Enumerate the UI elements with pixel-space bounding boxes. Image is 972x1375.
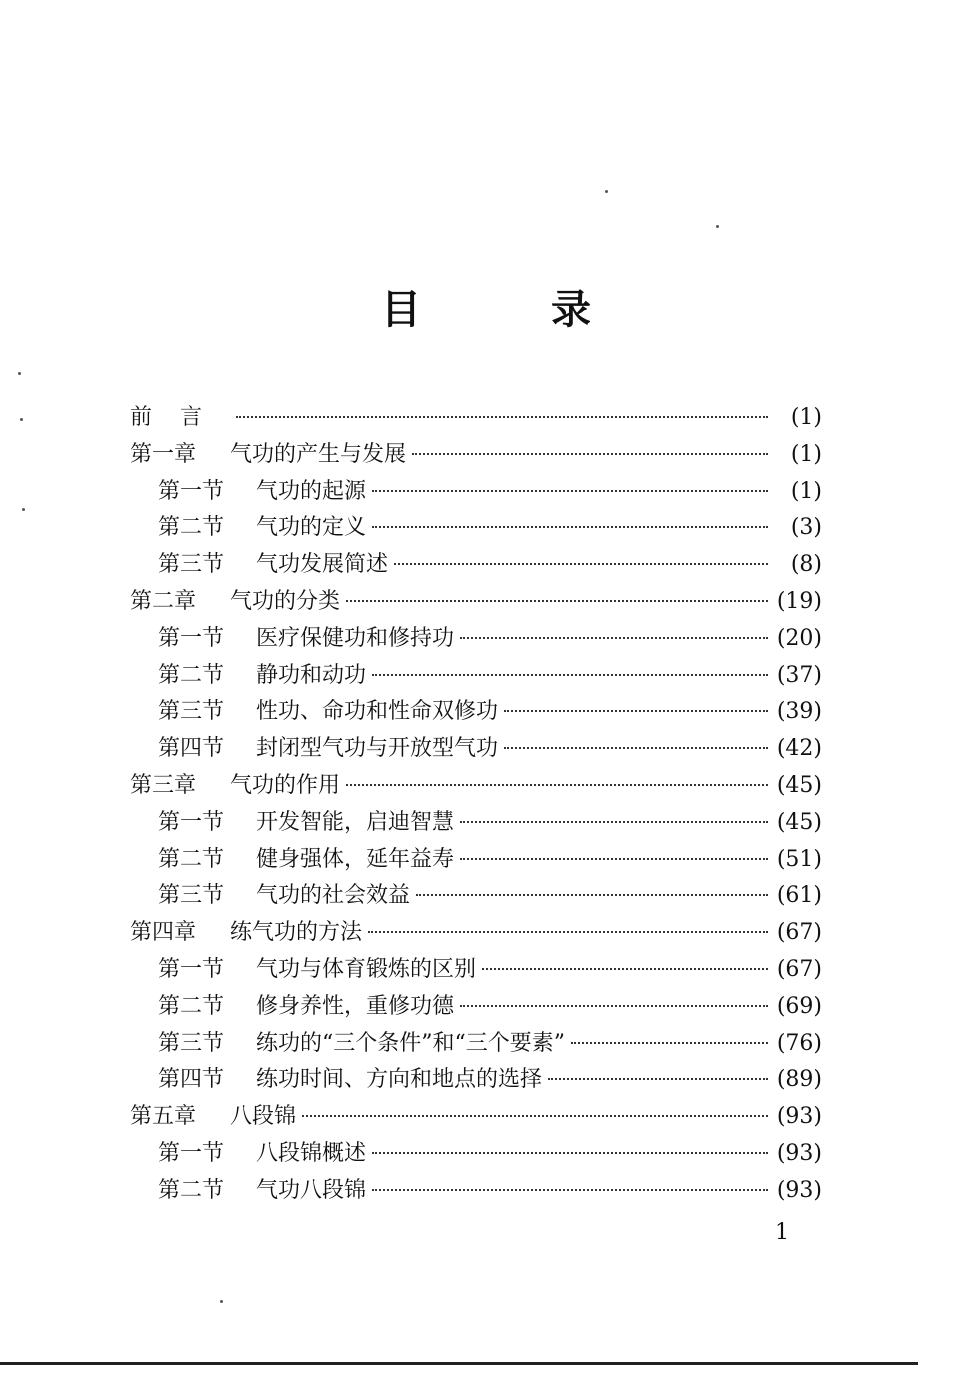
- toc-entry-label: 第二节: [158, 993, 225, 1019]
- dot-leader: [548, 1078, 768, 1080]
- toc-section-row: [130, 1173, 822, 1210]
- toc-section-row: [130, 694, 822, 731]
- toc-entry-page: (93): [776, 1177, 822, 1203]
- toc-chapter-row: [130, 915, 822, 952]
- dot-leader: [460, 637, 768, 639]
- scan-speck: [716, 225, 719, 228]
- toc-entry-title: 封闭型气功与开放型气功: [256, 736, 499, 762]
- scan-speck: [20, 418, 23, 421]
- dot-leader: [302, 1115, 768, 1117]
- scan-speck: [605, 190, 608, 193]
- toc-section-row: [130, 1026, 822, 1063]
- toc-chapter-row: [130, 768, 822, 805]
- dot-leader: [482, 968, 768, 970]
- page-title: 目 录: [381, 286, 649, 333]
- toc-entry-page: (19): [776, 588, 822, 614]
- toc-entry-title: 性功、命功和性命双修功: [256, 699, 499, 725]
- toc-chapter-row: [130, 437, 822, 474]
- toc-entry-title: 气功的起源: [256, 478, 367, 504]
- dot-leader: [368, 931, 768, 933]
- toc-entry-label: 第二节: [158, 662, 225, 688]
- dot-leader: [372, 674, 768, 676]
- toc-entry-label: 第三章: [130, 772, 197, 798]
- toc-entry-page: (37): [776, 662, 822, 688]
- scan-speck: [18, 372, 21, 375]
- toc-entry-page: (69): [776, 993, 822, 1019]
- toc-entry-page: (89): [776, 1067, 822, 1093]
- dot-leader: [372, 1189, 768, 1191]
- toc-section-row: [130, 658, 822, 695]
- page-number: 1: [775, 1220, 789, 1245]
- toc-section-row: [130, 547, 822, 584]
- toc-entry-title: 八段锦: [230, 1104, 297, 1130]
- toc-entry-title: 八段锦概述: [256, 1140, 367, 1166]
- toc-entry-label: 第一章: [130, 441, 197, 467]
- toc-entry-title: 修身养性，重修功德: [256, 993, 455, 1019]
- toc-section-row: [130, 510, 822, 547]
- dot-leader: [236, 416, 768, 418]
- toc-entry-label: 第二节: [158, 515, 225, 541]
- toc-entry-label: 第三节: [158, 699, 225, 725]
- toc-entry-label: 第二章: [130, 588, 197, 614]
- toc-entry-label: 第二节: [158, 846, 225, 872]
- toc-chapter-row: [130, 400, 822, 437]
- toc-entry-page: (45): [776, 809, 822, 835]
- toc-entry-label: 第一节: [158, 1140, 225, 1166]
- toc-entry-label: 第一节: [158, 809, 225, 835]
- toc-entry-page: (45): [776, 772, 822, 798]
- toc-entry-page: (3): [790, 515, 822, 541]
- toc-entry-title: 健身强体，延年益寿: [256, 846, 455, 872]
- toc-entry-title: 医疗保健功和修持功: [256, 625, 455, 651]
- toc-entry-page: (20): [776, 625, 822, 651]
- toc-section-row: [130, 1062, 822, 1099]
- toc-entry-label: 第四节: [158, 736, 225, 762]
- dot-leader: [460, 821, 768, 823]
- toc-entry-page: (1): [790, 441, 822, 467]
- toc-entry-page: (61): [776, 883, 822, 909]
- table-of-contents: [130, 400, 822, 1210]
- bottom-rule: [0, 1362, 918, 1365]
- toc-entry-label: 第一节: [158, 625, 225, 651]
- toc-entry-label: 第一节: [158, 956, 225, 982]
- dot-leader: [416, 894, 768, 896]
- dot-leader: [372, 526, 768, 528]
- dot-leader: [504, 747, 768, 749]
- toc-entry-label: 第四章: [130, 920, 197, 946]
- toc-entry-page: (39): [776, 699, 822, 725]
- toc-entry-page: (51): [776, 846, 822, 872]
- toc-entry-label: 第三节: [158, 1030, 225, 1056]
- dot-leader: [504, 710, 768, 712]
- toc-entry-page: (76): [776, 1030, 822, 1056]
- dot-leader: [460, 858, 768, 860]
- toc-entry-title: 气功的产生与发展: [230, 441, 407, 467]
- dot-leader: [571, 1042, 768, 1044]
- toc-entry-page: (93): [776, 1104, 822, 1130]
- toc-entry-label: 第五章: [130, 1104, 197, 1130]
- scan-speck: [220, 1300, 223, 1303]
- dot-leader: [372, 490, 768, 492]
- toc-entry-page: (67): [776, 956, 822, 982]
- toc-entry-page: (93): [776, 1140, 822, 1166]
- toc-entry-title: 练功时间、方向和地点的选择: [256, 1067, 543, 1093]
- toc-entry-title: 静功和动功: [256, 662, 367, 688]
- dot-leader: [460, 1005, 768, 1007]
- toc-section-row: [130, 805, 822, 842]
- toc-entry-page: (8): [790, 552, 822, 578]
- toc-entry-page: (67): [776, 920, 822, 946]
- toc-section-row: [130, 842, 822, 879]
- toc-entry-page: (1): [790, 405, 822, 430]
- toc-section-row: [130, 878, 822, 915]
- toc-entry-title: 气功的分类: [230, 588, 341, 614]
- toc-chapter-row: [130, 1099, 822, 1136]
- toc-chapter-row: [130, 584, 822, 621]
- toc-entry-title: 练气功的方法: [230, 920, 363, 946]
- toc-entry-label: 第一节: [158, 478, 225, 504]
- toc-entry-label: 前言: [130, 405, 231, 430]
- toc-section-row: [130, 1136, 822, 1173]
- toc-entry-page: (42): [776, 736, 822, 762]
- toc-entry-title: 气功发展简述: [256, 552, 389, 578]
- toc-entry-title: 气功的定义: [256, 515, 367, 541]
- toc-entry-label: 第三节: [158, 883, 225, 909]
- toc-entry-label: 第三节: [158, 552, 225, 578]
- toc-entry-label: 第四节: [158, 1067, 225, 1093]
- toc-section-row: [130, 989, 822, 1026]
- dot-leader: [346, 600, 768, 602]
- toc-entry-title: 练功的“三个条件”和“三个要素”: [256, 1030, 565, 1056]
- toc-section-row: [130, 731, 822, 768]
- dot-leader: [372, 1152, 768, 1154]
- toc-entry-page: (1): [790, 478, 822, 504]
- toc-entry-title: 开发智能，启迪智慧: [256, 809, 455, 835]
- toc-section-row: [130, 952, 822, 989]
- toc-entry-title: 气功的社会效益: [256, 883, 411, 909]
- dot-leader: [412, 453, 768, 455]
- dot-leader: [394, 563, 768, 565]
- toc-entry-label: 第二节: [158, 1177, 225, 1203]
- toc-entry-title: 气功与体育锻炼的区别: [256, 956, 477, 982]
- toc-section-row: [130, 474, 822, 511]
- toc-section-row: [130, 621, 822, 658]
- dot-leader: [346, 784, 768, 786]
- scan-speck: [22, 508, 25, 511]
- toc-entry-title: 气功八段锦: [256, 1177, 367, 1203]
- toc-entry-title: 气功的作用: [230, 772, 341, 798]
